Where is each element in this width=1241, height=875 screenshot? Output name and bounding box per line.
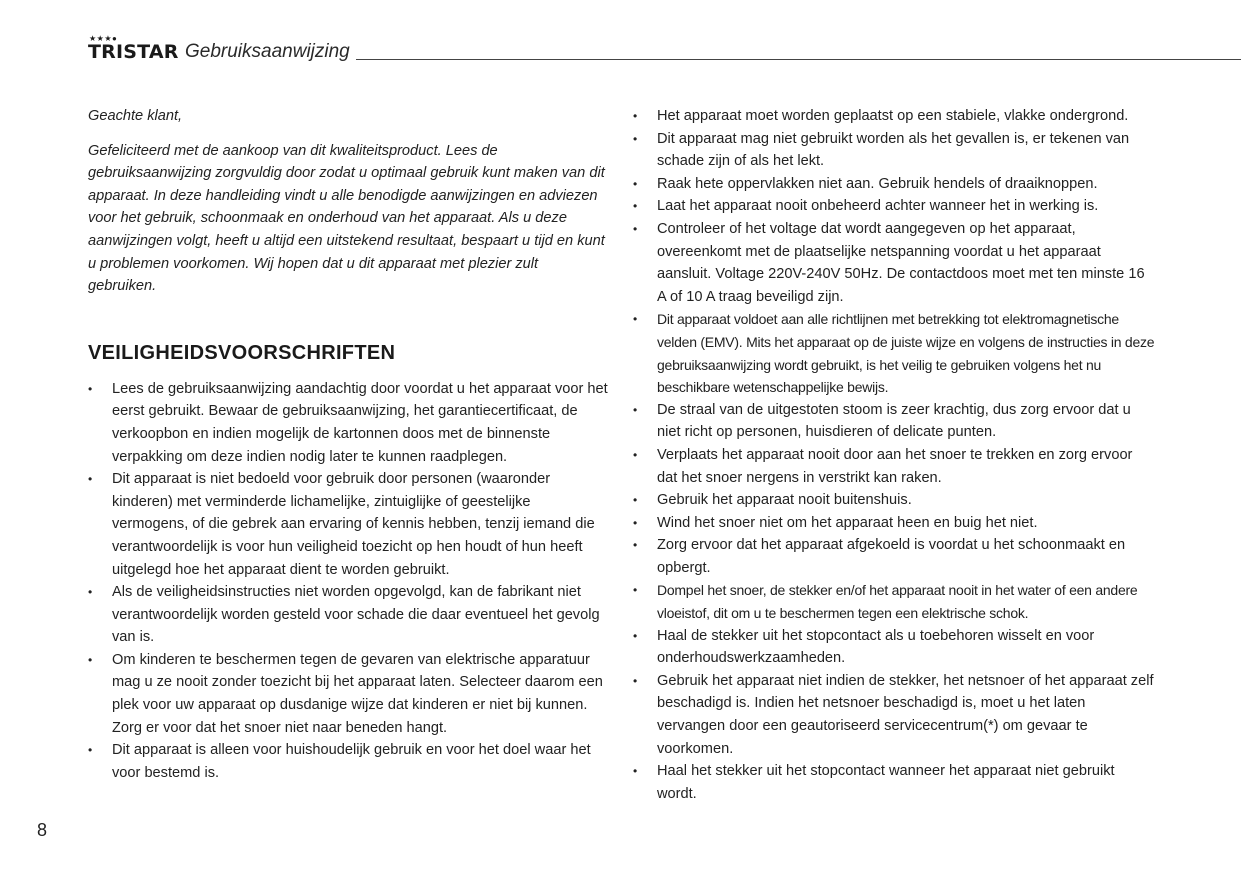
header-title: Gebruiksaanwijzing bbox=[185, 41, 350, 62]
header-divider bbox=[356, 59, 1241, 60]
list-item: • Controleer of het voltage dat wordt aangegeven op het apparaat, overeenkomt met de plaatselijke netspanning voordat u het apparaat aansluit. Voltage 220V-240V 50Hz. De contactdoos moet met ten minste 16 A of 10 A traag beveiligd zijn. bbox=[633, 218, 1155, 308]
right-column bbox=[633, 105, 1155, 805]
logo-stars-icon: ★★★● bbox=[89, 34, 118, 43]
list-item: • Dompel het snoer, de stekker en/of het apparaat nooit in het water of een andere vloeistof, dit om u te beschermen tegen een elektrische schok. bbox=[633, 579, 1155, 624]
tristar-logo bbox=[88, 34, 180, 62]
list-item: • Laat het apparaat nooit onbeheerd achter wanneer het in werking is. bbox=[633, 195, 1155, 218]
list-item: • Gebruik het apparaat niet indien de stekker, het netsnoer of het apparaat zelf beschadigd is. Indien het netsnoer beschadigd is, moet u het laten vervangen door een geautoriseerd servicecentrum(*) om gevaar te voorkomen. bbox=[633, 670, 1155, 760]
section-title: VEILIGHEIDSVOORSCHRIFTEN bbox=[88, 341, 396, 364]
left-column bbox=[88, 105, 608, 784]
list-item: • Wind het snoer niet om het apparaat heen en buig het niet. bbox=[633, 512, 1155, 535]
list-item: • De straal van de uitgestoten stoom is zeer krachtig, dus zorg ervoor dat u niet richt op personen, huisdieren of delicate punten. bbox=[633, 399, 1155, 444]
list-item: • Dit apparaat is alleen voor huishoudelijk gebruik en voor het doel waar het voor bestemd is. bbox=[88, 739, 608, 784]
list-item: • Verplaats het apparaat nooit door aan het snoer te trekken en zorg ervoor dat het snoer nergens in verstrikt kan raken. bbox=[633, 444, 1155, 489]
list-item: • Haal de stekker uit het stopcontact als u toebehoren wisselt en voor onderhoudswerkzaamheden. bbox=[633, 625, 1155, 670]
list-item: • Zorg ervoor dat het apparaat afgekoeld is voordat u het schoonmaakt en opbergt. bbox=[633, 534, 1155, 579]
intro-paragraph: Gefeliciteerd met de aankoop van dit kwaliteitsproduct. Lees de gebruiksaanwijzing zorgvuldig door zodat u optimaal gebruik kunt maken van dit apparaat. In deze handleiding vindt u alle benodigde aanwijzingen en adviezen voor het gebruik, schoonmaak en onderhoud van het apparaat. Als u deze aanwijzingen volgt, heeft u altijd een uitstekend resultaat, bespaart u tijd en kunt u problemen voorkomen. Wij hopen dat u dit apparaat met plezier zult gebruiken. bbox=[88, 142, 605, 295]
list-item: • Raak hete oppervlakken niet aan. Gebruik hendels of draaiknoppen. bbox=[633, 173, 1155, 196]
list-item: • Dit apparaat voldoet aan alle richtlijnen met betrekking tot elektromagnetische velden (EMV). Mits het apparaat op de juiste wijze en volgens de instructies in deze gebruiksaanwijzing wordt gebruikt, is het veilig te gebruiken volgens het nu beschikbare wetenschappelijke bewijs. bbox=[633, 308, 1155, 398]
safety-list-right bbox=[633, 105, 1155, 805]
list-item: • Haal het stekker uit het stopcontact wanneer het apparaat niet gebruikt wordt. bbox=[633, 760, 1155, 805]
list-item: • Het apparaat moet worden geplaatst op een stabiele, vlakke ondergrond. bbox=[633, 105, 1155, 128]
list-item: • Om kinderen te beschermen tegen de gevaren van elektrische apparatuur mag u ze nooit zonder toezicht bij het apparaat laten. Selecteer daarom een plek voor uw apparaat op dusdanige wijze dat kinderen er niet bij kunnen. Zorg er voor dat het snoer niet naar beneden hangt. bbox=[88, 649, 608, 739]
list-item: • Gebruik het apparaat nooit buitenshuis. bbox=[633, 489, 1155, 512]
list-item: • Als de veiligheidsinstructies niet worden opgevolgd, kan de fabrikant niet verantwoordelijk worden gesteld voor schade die daar eventueel het gevolg van is. bbox=[88, 581, 608, 649]
safety-list-left bbox=[88, 378, 608, 785]
logo-text: TRISTAR bbox=[88, 41, 179, 63]
greeting: Geachte klant, bbox=[88, 108, 183, 124]
page-number: 8 bbox=[37, 820, 48, 840]
page-header bbox=[88, 34, 1241, 64]
list-item: • Lees de gebruiksaanwijzing aandachtig door voordat u het apparaat voor het eerst gebruikt. Bewaar de gebruiksaanwijzing, het garantiecertificaat, de verkoopbon en indien mogelijk de kartonnen doos met de binnenste verpakking om deze indien nodig later te kunnen raadplegen. bbox=[88, 378, 608, 468]
list-item: • Dit apparaat mag niet gebruikt worden als het gevallen is, er tekenen van schade zijn of als het lekt. bbox=[633, 128, 1155, 173]
list-item: • Dit apparaat is niet bedoeld voor gebruik door personen (waaronder kinderen) met verminderde lichamelijke, zintuiglijke of geestelijke vermogens, of die gebrek aan ervaring of kennis hebben, tenzij iemand die verantwoordelijk is voor hun veiligheid toezicht op hen houdt of hun heeft uitgelegd hoe het apparaat dient te worden gebruikt. bbox=[88, 468, 608, 581]
